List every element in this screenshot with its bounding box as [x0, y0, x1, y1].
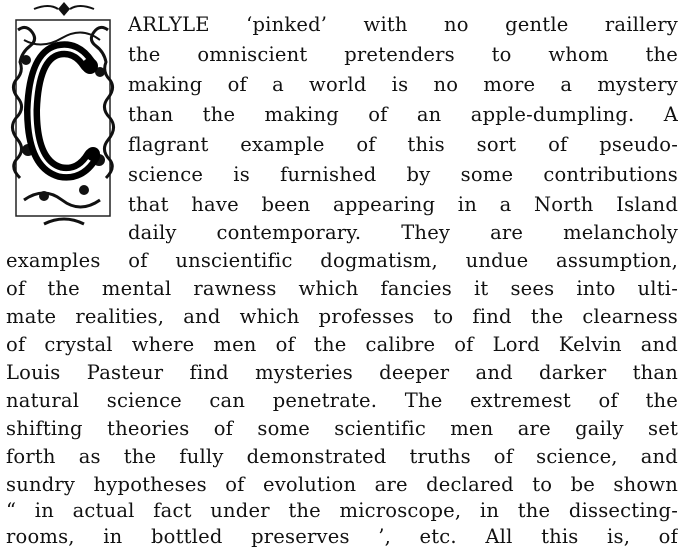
text-line: sundry hypotheses of evolution are declared to be shown: [6, 474, 678, 496]
ornamental-drop-cap-icon: [4, 0, 122, 232]
text-line: natural science can penetrate. The extremest of the: [6, 390, 678, 412]
text-line: making of a world is no more a mystery: [128, 74, 678, 96]
text-line: “ in actual fact under the microscope, in the dissecting-: [6, 500, 678, 522]
text-line: daily contemporary. They are melancholy: [128, 222, 678, 244]
text-line: that have been appearing in a North Island: [128, 194, 678, 216]
text-line: of crystal where men of the calibre of Lord Kelvin and: [6, 334, 678, 356]
text-line: the omniscient pretenders to whom the: [128, 44, 678, 66]
text-line: mate realities, and which professes to find the clearness: [6, 306, 678, 328]
ornamental-drop-cap: [4, 0, 122, 232]
text-line: examples of unscientific dogmatism, undue assumption,: [6, 250, 678, 272]
text-line: than the making of an apple-dumpling. A: [128, 104, 678, 126]
text-line: of the mental rawness which fancies it sees into ulti-: [6, 278, 678, 300]
text-line: flagrant example of this sort of pseudo-: [128, 134, 678, 156]
text-line: forth as the fully demonstrated truths of science, and: [6, 446, 678, 468]
text-line: rooms, in bottled preserves ’, etc. All this is, of: [6, 526, 678, 548]
text-line: Louis Pasteur find mysteries deeper and darker than: [6, 362, 678, 384]
text-line: science is furnished by some contributions: [128, 164, 678, 186]
text-line: ARLYLE ‘pinked’ with no gentle raillery: [128, 14, 678, 36]
text-line: shifting theories of some scientific men are gaily set: [6, 418, 678, 440]
